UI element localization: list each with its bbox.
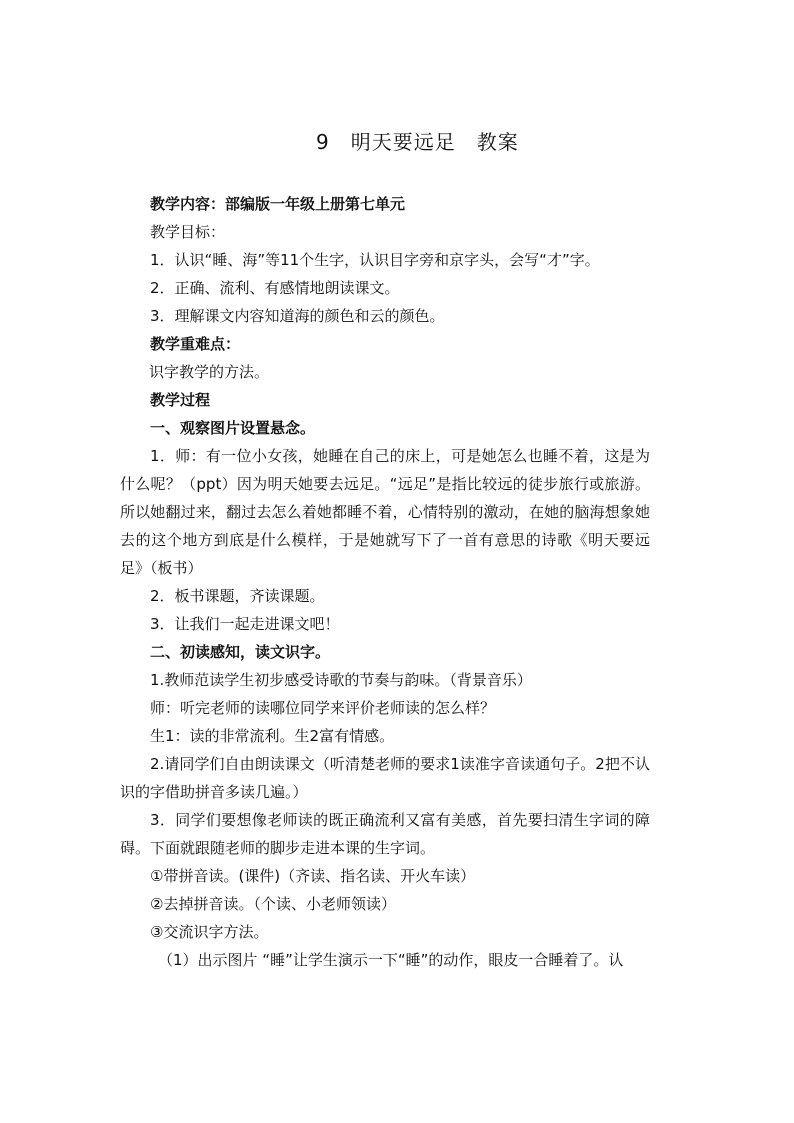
- section-2-paragraph-7: ②去掉拼音读。（个读、小老师领读）: [150, 895, 396, 913]
- goal-item-2: 2．正确、流利、有感情地朗读课文。: [150, 279, 400, 297]
- section-2-paragraph-3: 生1：读的非常流利。生2富有情感。: [150, 727, 395, 745]
- teaching-content-line: 教学内容：部编版一年级上册第七单元: [150, 195, 406, 213]
- document-body: [120, 190, 680, 974]
- goal-item-3: 3．理解课文内容知道海的颜色和云的颜色。: [150, 307, 445, 325]
- section-1-paragraph-3: 3．让我们一起走进课文吧！: [150, 615, 340, 633]
- section-2-paragraph-8: ③交流识字方法。: [150, 923, 269, 941]
- section-1-paragraph-1: 1．师：有一位小女孩，她睡在自己的床上，可是她怎么也睡不着，这是为什么呢？（ppt）因为明天她要去远足。“远足”是指比较远的徒步旅行或旅游。所以她翻过来，翻过去怎么着她都睡不着，心情特别的激动，在她的脑海想象她去的这个地方到底是什么模样，于是她就写下了一首有意思的诗歌《明天要远足》（板书）: [120, 447, 650, 577]
- section-1-heading: 一、观察图片设置悬念。: [150, 419, 316, 437]
- key-points-label: 教学重难点：: [150, 335, 241, 353]
- process-label: 教学过程: [150, 391, 211, 409]
- key-points-text: 识字教学的方法。: [149, 363, 270, 381]
- teaching-goals-label: 教学目标：: [150, 223, 226, 241]
- section-2-paragraph-4: 2.请同学们自由朗读课文（听清楚老师的要求1读准字音读通句子。2把不认识的字借助拼音多读几遍。）: [120, 755, 650, 801]
- section-2-paragraph-6: ①带拼音读。(课件)（齐读、指名读、开火车读）: [150, 867, 476, 885]
- section-2-paragraph-5: 3．同学们要想像老师读的既正确流利又富有美感，首先要扫清生字词的障碍。下面就跟随老师的脚步走进本课的生字词。: [120, 811, 650, 857]
- document-title: 9 明天要远足 教案: [316, 130, 519, 154]
- section-2-paragraph-1: 1.教师范读学生初步感受诗歌的节奏与韵味。（背景音乐）: [150, 671, 532, 689]
- section-1-paragraph-2: 2．板书课题，齐读课题。: [150, 587, 325, 605]
- section-2-paragraph-2: 师：听完老师的读哪位同学来评价老师读的怎么样？: [150, 699, 496, 717]
- goal-item-1: 1．认识“睡、海”等11个生字，认识目字旁和京字头，会写“才”字。: [150, 251, 600, 269]
- section-2-paragraph-9: （1）出示图片 “睡”让学生演示一下“睡”的动作，眼皮一合睡着了。认: [158, 951, 624, 969]
- section-2-heading: 二、初读感知，读文识字。: [150, 643, 331, 661]
